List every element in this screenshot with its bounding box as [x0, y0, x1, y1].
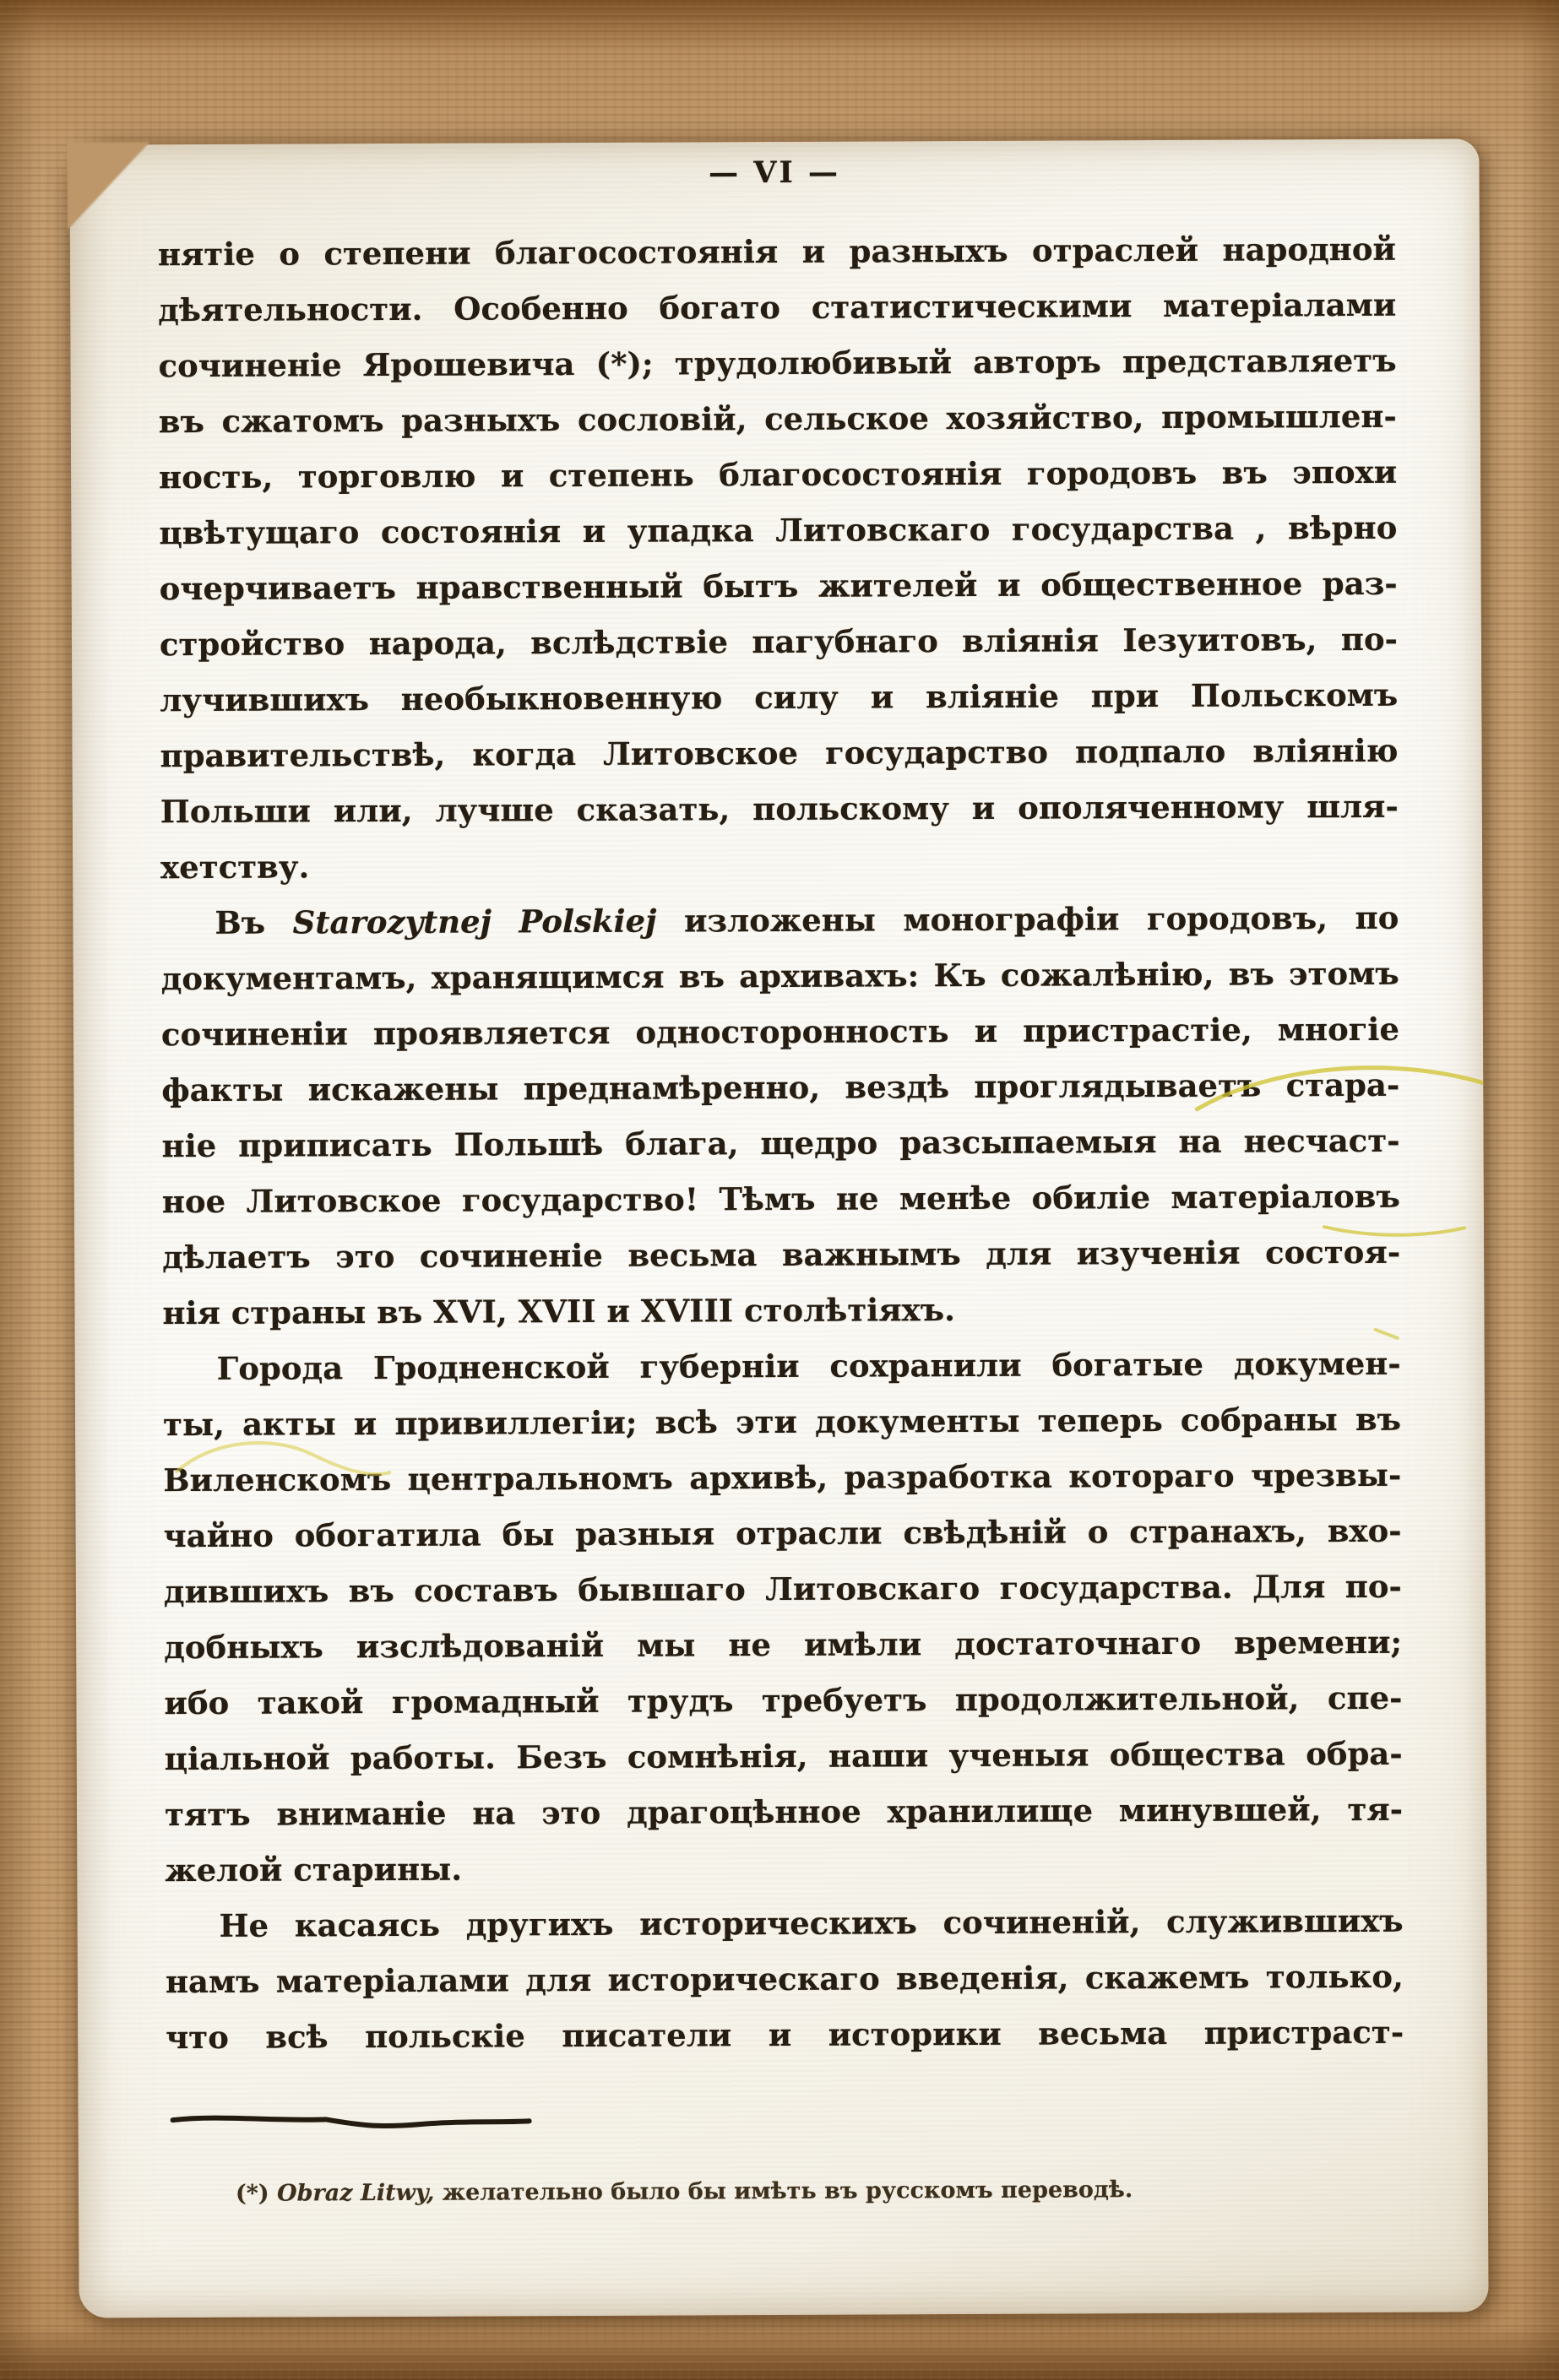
- text-segment: ибо такой громадный трудъ требуетъ продолжительной, спе-: [164, 1678, 1403, 1722]
- text-line: [165, 1781, 1403, 1842]
- text-segment: Польши или, лучше сказать, польскому и ополяченному шля-: [160, 787, 1399, 831]
- text-segment: сочиненіе Ярошевича (*); трудолюбивый авторъ представляетъ: [158, 341, 1397, 385]
- italic-text: Starozytnej Polskiej: [292, 902, 657, 941]
- text-segment: дѣятельности. Особенно богато статистическими матеріалами: [158, 285, 1397, 329]
- text-segment: Города Гродненской губерніи сохранили богатые докумен-: [216, 1344, 1401, 1387]
- text-line: [159, 444, 1397, 505]
- text-line: [163, 1336, 1401, 1396]
- text-segment: въ сжатомъ разныхъ сословій, сельское хозяйство, промышлен-: [158, 397, 1397, 441]
- text-line: [160, 890, 1399, 951]
- text-line: [160, 611, 1398, 672]
- text-line: [162, 1224, 1400, 1285]
- text-line: [158, 333, 1396, 393]
- text-segment: очерчиваетъ нравственный бытъ жителей и общественное раз-: [159, 564, 1398, 608]
- text-segment: Не касаясь другихъ историческихъ сочиненій, служившихъ: [219, 1901, 1404, 1944]
- text-segment: что всѣ польскіе писатели и историки весьма пристраст-: [166, 2013, 1404, 2057]
- text-line: [165, 1837, 1403, 1898]
- text-line: [163, 1391, 1401, 1452]
- text-segment: нія страны въ XVI, XVII и XVIII столѣтіяхъ.: [162, 1291, 956, 1332]
- text-line: [160, 667, 1398, 728]
- text-segment: дѣлаетъ это сочиненіе весьма важнымъ для изученія состоя-: [162, 1233, 1401, 1277]
- text-segment: цвѣтущаго состоянія и упадка Литовскаго государства , вѣрно: [159, 508, 1398, 552]
- text-line: [161, 1057, 1399, 1118]
- text-line: [164, 1614, 1402, 1675]
- text-line: [159, 388, 1397, 449]
- text-segment: дившихъ въ составъ бывшаго Литовскаго государства. Для по-: [163, 1567, 1402, 1611]
- page-number: — VI —: [709, 155, 841, 191]
- text-line: [162, 1280, 1400, 1341]
- footnote-title: Obraz Litwy,: [276, 2179, 443, 2207]
- text-line: [162, 1168, 1400, 1229]
- text-segment: лучившихъ необыкновенную силу и вліяніе при Польскомъ: [160, 675, 1399, 719]
- text-line: [164, 1559, 1402, 1619]
- text-segment: стройство народа, вслѣдствіе пагубнаго вліянія Іезуитовъ, по-: [159, 620, 1399, 664]
- text-line: [159, 500, 1397, 561]
- text-segment: ніе приписать Польшѣ блага, щедро разсыпаемыя на несчаст-: [161, 1121, 1400, 1165]
- text-line: [161, 1113, 1399, 1174]
- text-line: [160, 834, 1399, 895]
- text-line: [158, 277, 1396, 338]
- text-segment: факты искажены преднамѣренно, вездѣ проглядываетъ стара-: [161, 1065, 1400, 1109]
- text-line: [163, 1447, 1401, 1508]
- separator-stroke: [173, 2117, 530, 2127]
- text-line: [160, 556, 1398, 616]
- text-line: [158, 221, 1396, 282]
- text-line: [160, 778, 1399, 839]
- book-page: [69, 138, 1488, 2318]
- text-line: [161, 1001, 1399, 1062]
- text-line: [163, 1503, 1401, 1564]
- text-segment: ное Литовское государство! Тѣмъ не менѣе обиліе матеріаловъ: [161, 1177, 1400, 1221]
- text-block: [158, 221, 1404, 2065]
- text-segment: Въ: [215, 903, 293, 941]
- text-segment: ты, акты и привиллегіи; всѣ эти документы теперь собраны въ: [162, 1400, 1402, 1444]
- text-segment: хетству.: [160, 848, 310, 886]
- text-segment: добныхъ изслѣдованій мы не имѣли достаточнаго времени;: [164, 1623, 1403, 1667]
- text-segment: ность, торговлю и степень благосостоянія городовъ въ эпохи: [159, 453, 1398, 496]
- text-segment: ціальной работы. Безъ сомнѣнія, наши ученыя общества обра-: [164, 1734, 1403, 1778]
- text-segment: документамъ, хранящимся въ архивахъ: Къ сожалѣнію, въ этомъ: [160, 954, 1399, 998]
- text-segment: Виленскомъ центральномъ архивѣ, разработка котораго чрезвы-: [163, 1456, 1402, 1499]
- text-segment: желой старины.: [165, 1850, 463, 1889]
- footnote-text: желательно было бы имѣть въ русскомъ переводѣ.: [442, 2177, 1133, 2206]
- text-segment: тятъ вниманіе на это драгоцѣнное хранилище минувшей, тя-: [164, 1790, 1404, 1834]
- text-line: [165, 1726, 1403, 1786]
- text-segment: правительствѣ, когда Литовское государство подпало вліянію: [160, 731, 1399, 775]
- text-segment: чайно обогатила бы разныя отрасли свѣдѣній о странахъ, вхо-: [163, 1511, 1402, 1555]
- text-line: [166, 2004, 1404, 2065]
- text-segment: сочиненіи проявляется односторонность и пристрастіе, многіе: [160, 1010, 1400, 1054]
- text-line: [160, 723, 1398, 783]
- text-line: [166, 1949, 1404, 2009]
- text-segment: намъ матеріалами для историческаго введенія, скажемъ только,: [165, 1957, 1404, 2001]
- text-line: [161, 946, 1399, 1006]
- footnote-marker: (*): [235, 2180, 278, 2207]
- text-segment: нятіе о степени благосостоянія и разныхъ отраслей народной: [157, 230, 1397, 274]
- text-segment: изложены монографіи городовъ, по: [656, 898, 1399, 940]
- text-line: [164, 1670, 1402, 1731]
- text-line: [165, 1893, 1403, 1954]
- footnote-separator: [170, 2112, 533, 2132]
- footnote: [236, 2172, 1350, 2211]
